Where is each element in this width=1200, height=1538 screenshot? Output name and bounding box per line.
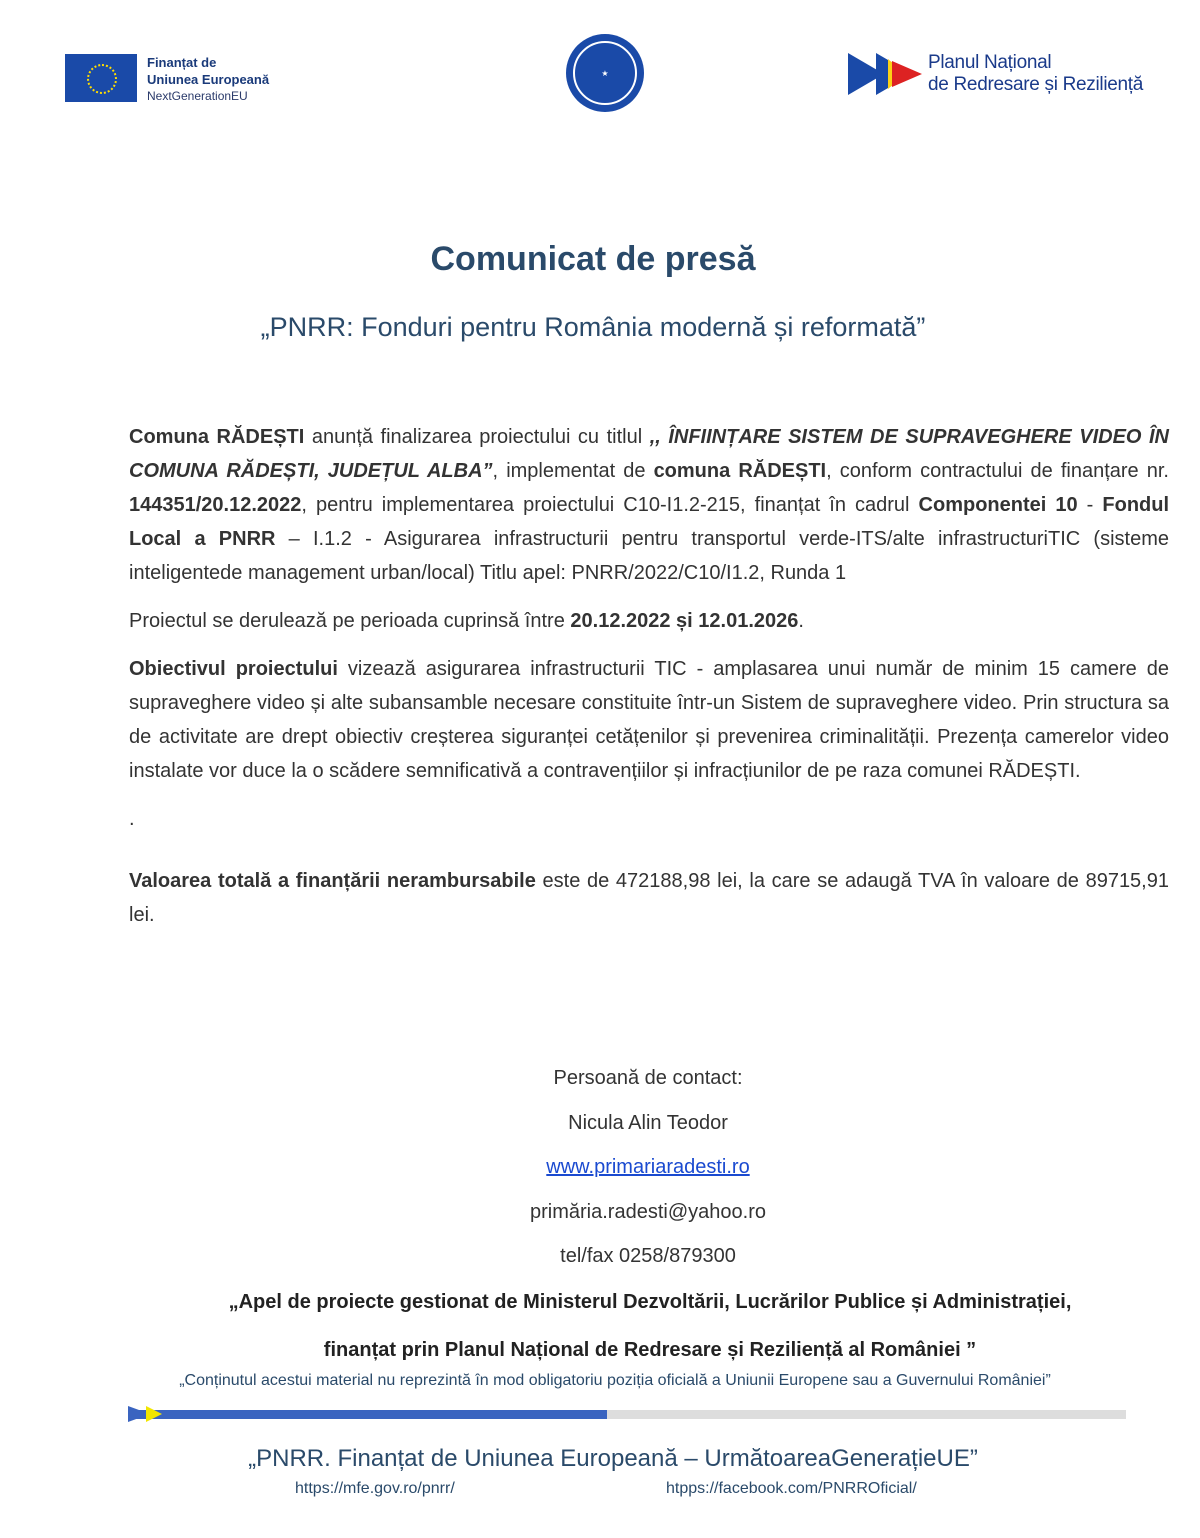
text-bold: Valoarea totală a finanțării nerambursabile	[129, 870, 536, 892]
coat-of-arms-icon: ★	[573, 41, 637, 105]
project-period: 20.12.2022 și 12.01.2026	[570, 610, 799, 632]
objective-paragraph	[129, 652, 1169, 788]
text: Proiectul se derulează pe perioada cuprinsă între	[129, 610, 571, 632]
eu-funding-logo	[65, 54, 269, 105]
text: -	[1077, 494, 1103, 516]
contract-number: 144351/20.12.2022	[129, 494, 302, 516]
separator-dot: .	[129, 808, 135, 830]
text: – I.1.2 - Asigurarea infrastructurii pentru transportul verde-ITS/alte infrastructuriTIC (sisteme inteligentede management urban/local) Titlu apel: PNRR/2022/C10/I1.2, Runda 1	[129, 528, 1169, 584]
text: contractului de finanțare nr.	[920, 460, 1169, 482]
value-paragraph	[129, 864, 1169, 932]
eu-flag-icon	[65, 54, 137, 102]
text: , implementat de	[492, 460, 654, 482]
page-subtitle: „PNRR: Fonduri pentru România modernă și reformată”	[260, 312, 926, 342]
text-bold: Componentei 10	[918, 494, 1078, 516]
text: .	[798, 610, 804, 632]
pnrr-logo	[848, 52, 1143, 96]
call-line: „Apel de proiecte gestionat de Ministerul Dezvoltării, Lucrărilor Publice și Administrației,	[228, 1291, 1072, 1313]
pnrr-logo-line: de Redresare și Reziliență	[928, 74, 1144, 95]
eu-logo-line: Finanțat de	[147, 55, 217, 70]
contact-block	[0, 1056, 1200, 1279]
page-title: Comunicat de presă	[430, 240, 756, 278]
text: vizează asigurarea infrastructurii TIC - amplasarea unui număr de minim 15 camere de supraveghere video și alte subansamble necesare constituite într-un Sistem de supraveghere video. Prin structura sa de activitate are drept obiectiv creșterea siguranței cetățenilor și prevenirea criminalității. Prezența camerelor video instalate vor duce la o scădere semnificativă a contravențiilor și infracțiunilor de pe raza comunei RĂDEȘTI.	[129, 658, 1169, 782]
facebook-link[interactable]: htpps://facebook.com/PNRROficial/	[666, 1480, 917, 1497]
text: , pentru implementarea proiectului C10-I1.2-215, finanțat în cadrul	[301, 494, 919, 516]
contact-label: Persoană de contact:	[553, 1067, 743, 1089]
project-paragraph	[129, 420, 1169, 590]
project-title: ,, ÎNFIINȚARE SISTEM DE SUPRAVEGHERE VIDEO ÎN COMUNA RĂDEȘTI, JUDEȚUL ALBA”	[129, 426, 1169, 482]
footer-motto: „PNRR. Finanțat de Uniunea Europeană – UrmătoareaGenerațieUE”	[248, 1445, 978, 1472]
website-link[interactable]: www.primariaradesti.ro	[546, 1156, 750, 1178]
pnrr-logo-line: Planul Național	[928, 52, 1052, 73]
period-paragraph	[129, 604, 1169, 638]
text-bold: Comuna RĂDEȘTI	[129, 426, 305, 448]
press-release-body	[129, 420, 1169, 946]
text-bold: Fondul Local a PNRR	[129, 494, 1170, 550]
text-bold: Obiectivul proiectului	[129, 658, 338, 680]
contact-email: primăria.radesti@yahoo.ro	[530, 1200, 766, 1223]
call-line: finanțat prin Planul Național de Redresare și Reziliență al României ”	[323, 1339, 977, 1361]
text: , conform	[826, 460, 921, 482]
mfe-link[interactable]: https://mfe.gov.ro/pnrr/	[295, 1480, 455, 1497]
call-statement	[0, 1278, 1200, 1374]
eu-logo-line: Uniunea Europeană	[147, 72, 270, 87]
pnrr-arrows-icon	[848, 53, 922, 95]
contact-phone: tel/fax 0258/879300	[560, 1245, 736, 1267]
contact-name: Nicula Alin Teodor	[568, 1111, 728, 1134]
footer-bar	[128, 1410, 1126, 1419]
romanian-government-seal	[566, 34, 644, 112]
text-bold: comuna RĂDEȘTI	[653, 460, 827, 482]
eu-logo-line: NextGenerationEU	[147, 89, 248, 103]
text: este de 472188,98 lei, la care se adaugă TVA în valoare de 89715,91 lei.	[129, 870, 1169, 926]
text: anunță finalizarea proiectului cu titlul	[304, 426, 650, 448]
disclaimer: „Conținutul acestui material nu reprezintă în mod obligatoriu poziția oficială a Uniunii Europene sau a Guvernului României”	[179, 1372, 1051, 1389]
